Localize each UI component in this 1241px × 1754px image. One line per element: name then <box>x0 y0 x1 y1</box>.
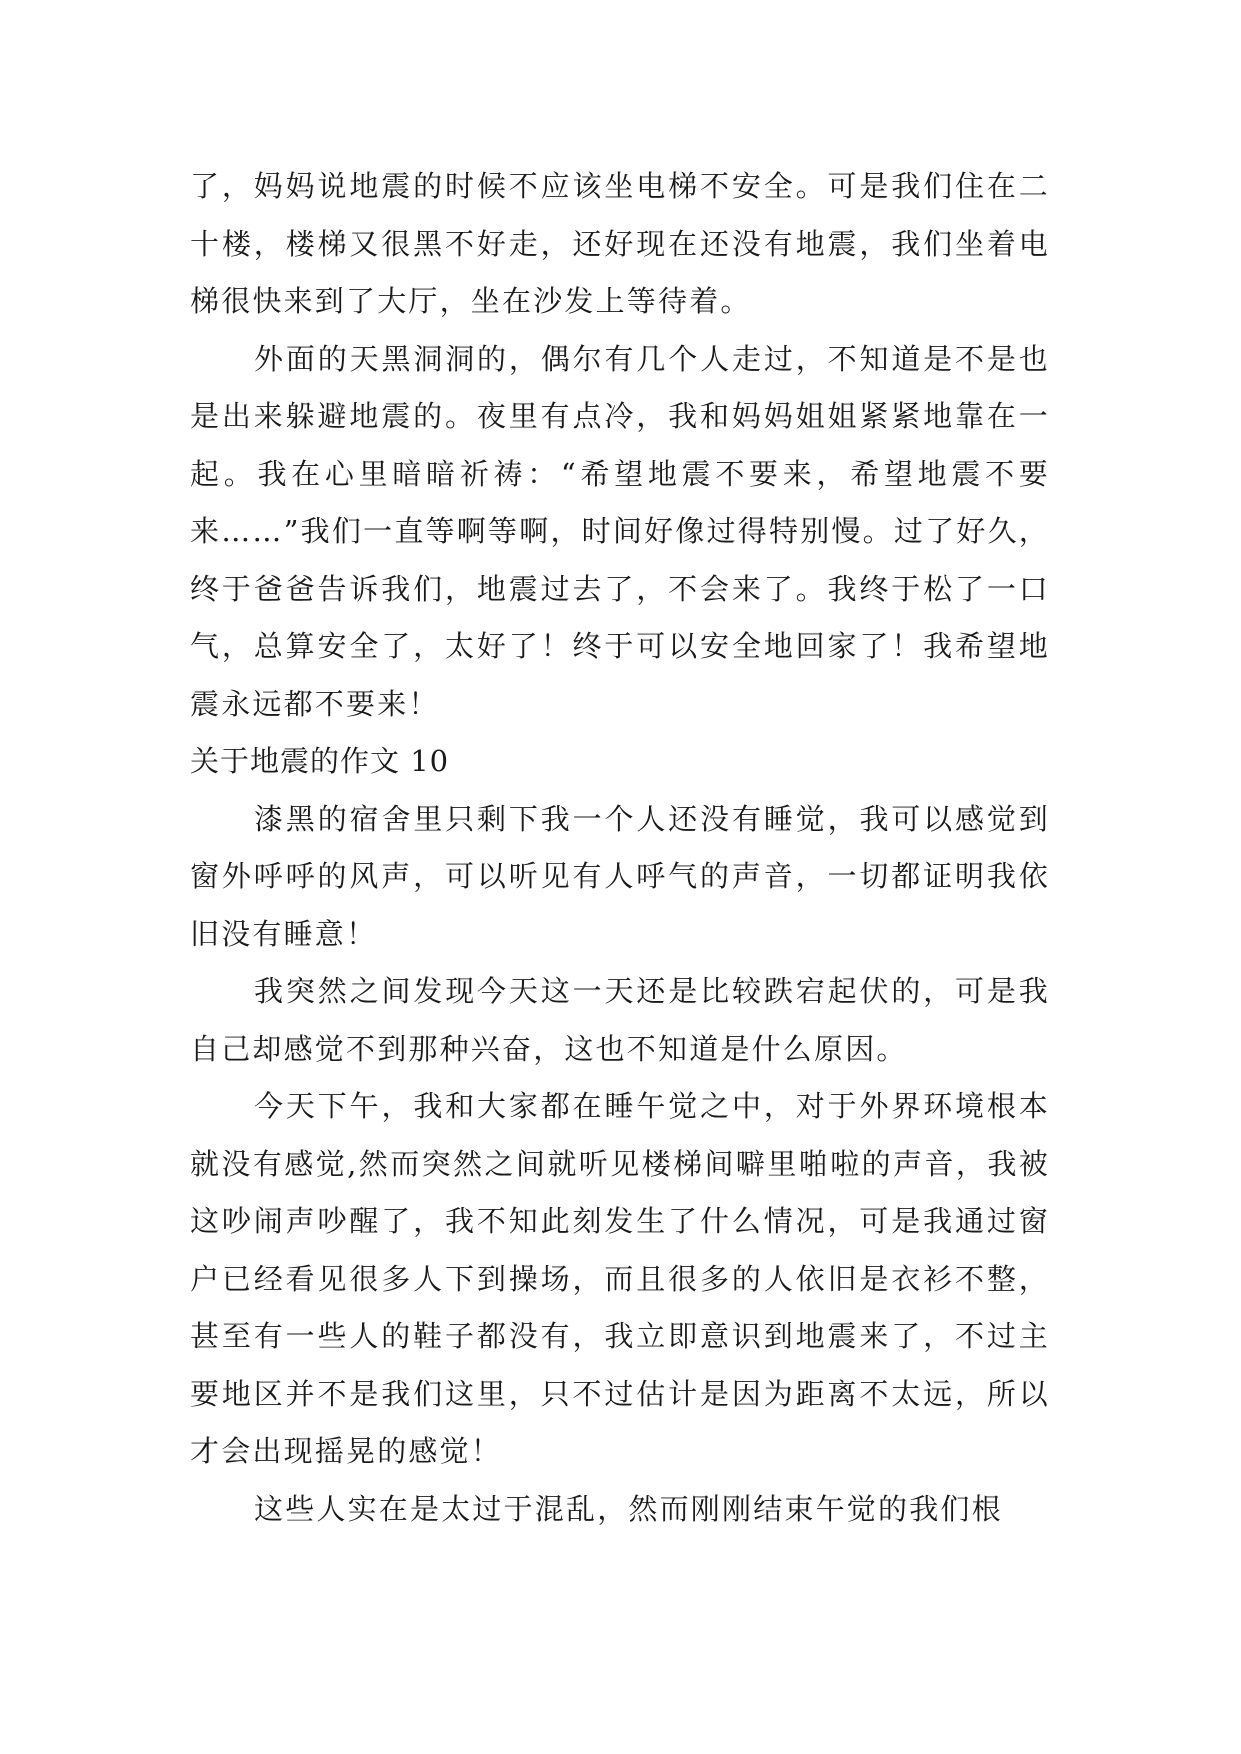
document-body <box>190 158 1050 1538</box>
paragraph-continued: 了，妈妈说地震的时候不应该坐电梯不安全。可是我们住在二十楼，楼梯又很黑不好走，还好现在还没有地震，我们坐着电梯很快来到了大厅，坐在沙发上等待着。 <box>190 169 1050 318</box>
section-heading: 关于地震的作文 10 <box>190 744 450 778</box>
paragraph: 外面的天黑洞洞的，偶尔有几个人走过，不知道是不是也是出来躲避地震的。夜里有点冷，我和妈妈姐姐紧紧地靠在一起。我在心里暗暗祈祷：“希望地震不要来，希望地震不要来……”我们一直等啊等啊，时间好像过得特别慢。过了好久，终于爸爸告诉我们，地震过去了，不会来了。我终于松了一口气，总算安全了，太好了！终于可以安全地回家了！我希望地震永远都不要来！ <box>190 341 1050 721</box>
paragraph: 漆黑的宿舍里只剩下我一个人还没有睡觉，我可以感觉到窗外呼呼的风声，可以听见有人呼气的声音，一切都证明我依旧没有睡意！ <box>190 801 1050 951</box>
paragraph: 这些人实在是太过于混乱，然而刚刚结束午觉的我们根 <box>254 1491 1003 1526</box>
paragraph: 今天下午，我和大家都在睡午觉之中，对于外界环境根本就没有感觉,然而突然之间就听见楼梯间噼里啪啦的声音，我被这吵闹声吵醒了，我不知此刻发生了什么情况，可是我通过窗户已经看见很多人下到操场，而且很多的人依旧是衣衫不整，甚至有一些人的鞋子都没有，我立即意识到地震来了，不过主要地区并不是我们这里，只不过估计是因为距离不太远，所以才会出现摇晃的感觉！ <box>190 1089 1050 1468</box>
paragraph: 我突然之间发现今天这一天还是比较跌宕起伏的，可是我自己却感觉不到那种兴奋，这也不知道是什么原因。 <box>190 974 1050 1066</box>
